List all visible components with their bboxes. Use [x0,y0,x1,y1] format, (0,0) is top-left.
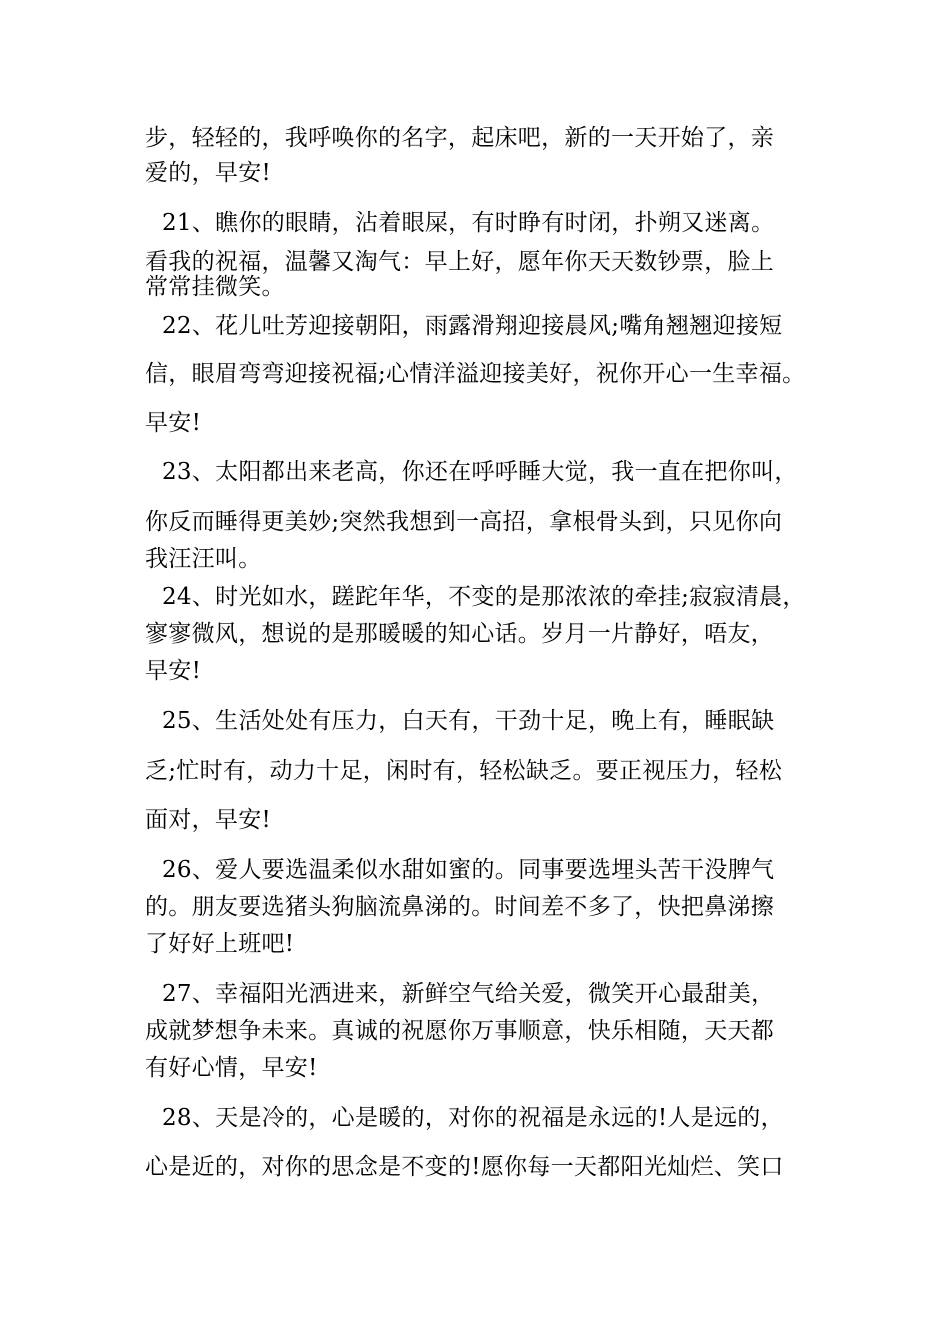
text-line: 面对，早安! [145,807,272,833]
text-line: 24、时光如水，蹉跎年华，不变的是那浓浓的牵挂;寂寂清晨， [162,584,806,610]
text-line: 的。朋友要选猪头狗脑流鼻涕的。时间差不多了，快把鼻涕擦 [145,894,775,920]
text-line: 成就梦想争未来。真诚的祝愿你万事顺意，快乐相随，天天都 [145,1018,775,1044]
text-line: 看我的祝福，温馨又淘气：早上好，愿年你天天数钞票，脸上 [145,249,775,275]
text-line: 有好心情，早安! [145,1055,318,1081]
text-line: 25、生活处处有压力，白天有，干劲十足，晚上有，睡眠缺 [162,708,775,734]
text-line: 了好好上班吧! [145,931,295,957]
text-line: 我汪汪叫。 [145,546,262,572]
text-line: 23、太阳都出来老高，你还在呼呼睡大觉，我一直在把你叫， [162,459,798,485]
text-line: 心是近的，对你的思念是不变的!愿你每一天都阳光灿烂、笑口 [145,1154,784,1180]
text-line: 常常挂微笑。 [145,274,285,300]
text-line: 乏;忙时有，动力十足，闲时有，轻松缺乏。要正视压力，轻松 [145,758,783,784]
text-line: 信，眼眉弯弯迎接祝福;心情洋溢迎接美好，祝你开心一生幸福。 [145,361,806,387]
text-line: 早安! [145,658,202,684]
text-line: 27、幸福阳光洒进来，新鲜空气给关爱，微笑开心最甜美， [162,981,775,1007]
text-line: 26、爱人要选温柔似水甜如蜜的。同事要选埋头苦干没脾气 [162,857,775,883]
text-line: 步，轻轻的，我呼唤你的名字，起床吧，新的一天开始了，亲 [145,125,775,151]
text-line: 早安! [145,410,202,436]
text-line: 爱的，早安! [145,160,272,186]
text-line: 22、花儿吐芳迎接朝阳，雨露滑翔迎接晨风;嘴角翘翘迎接短 [162,313,783,339]
text-line: 28、天是冷的，心是暖的，对你的祝福是永远的!人是远的， [162,1105,784,1131]
text-line: 寥寥微风，想说的是那暖暖的知心话。岁月一片静好，唔友， [145,621,775,647]
text-line: 21、瞧你的眼睛，沾着眼屎，有时睁有时闭，扑朔又迷离。 [162,210,775,236]
text-line: 你反而睡得更美妙;突然我想到一高招，拿根骨头到，只见你向 [145,509,783,535]
